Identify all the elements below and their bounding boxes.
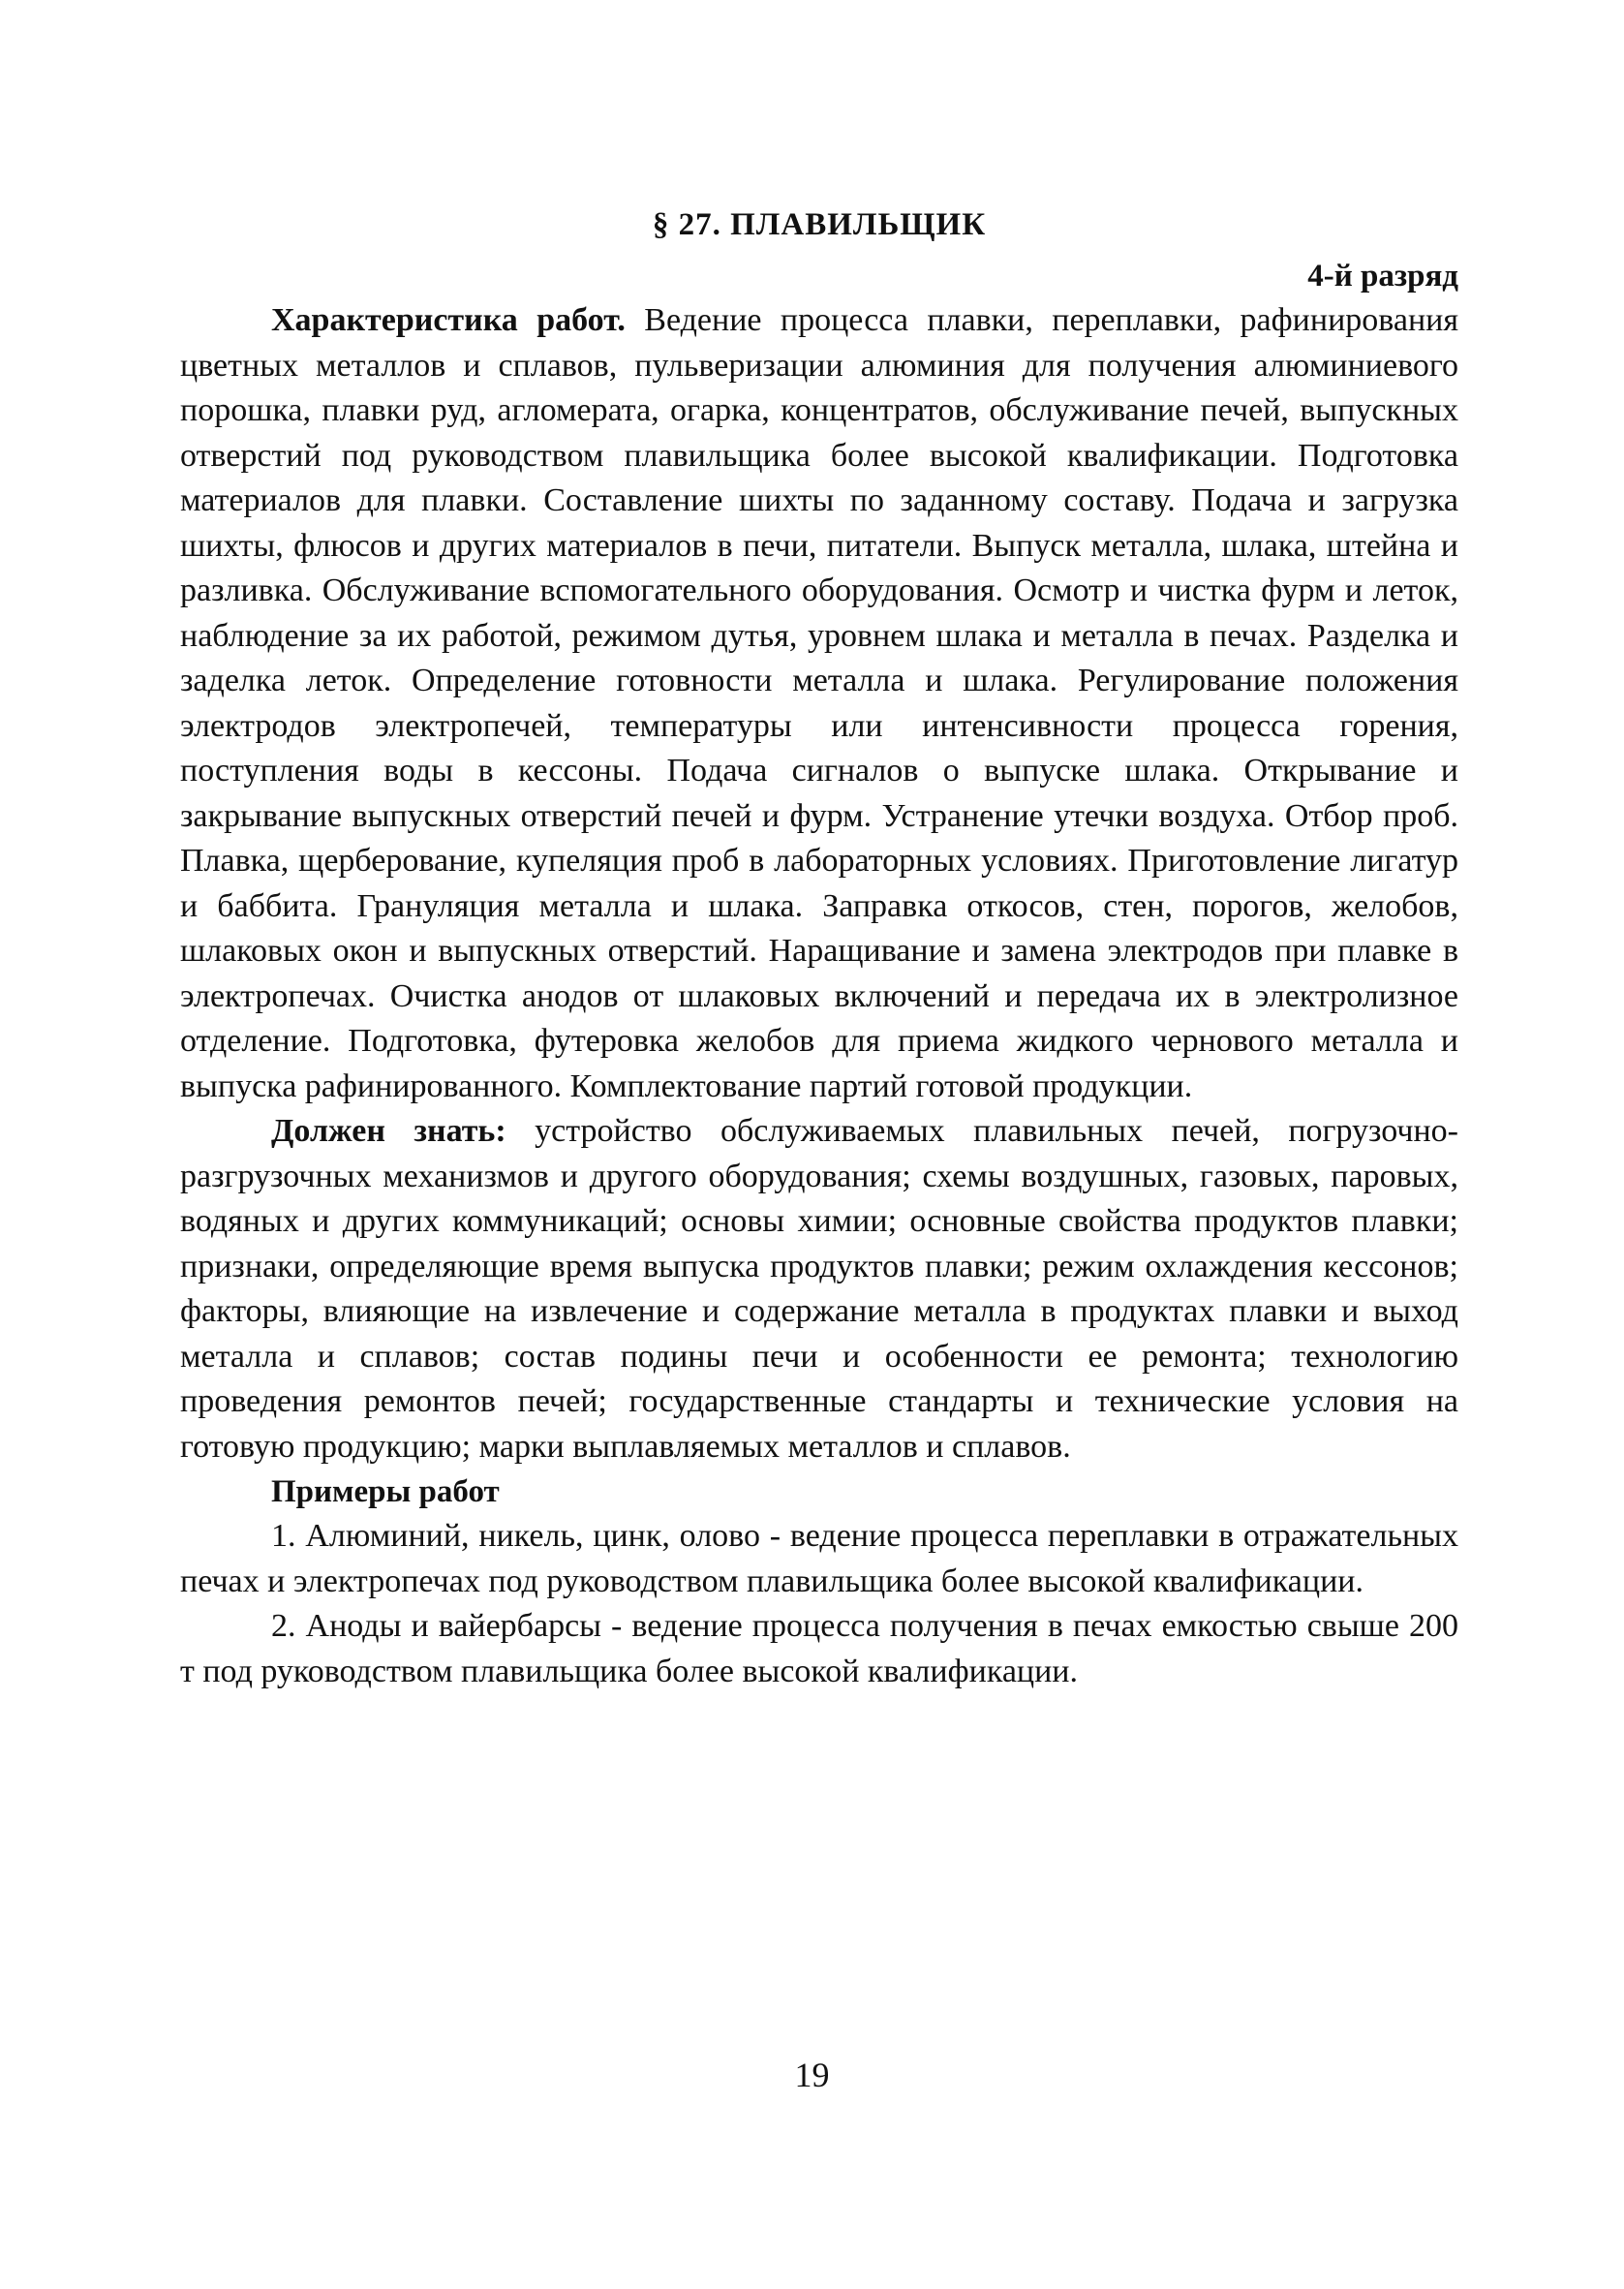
section-title: § 27. ПЛАВИЛЬЩИК <box>652 207 987 242</box>
knowledge-paragraph <box>180 1109 1458 1469</box>
characteristics-label: Характеристика работ. <box>271 302 626 338</box>
example-item: 2. Аноды и вайербарсы - ведение процесса получения в печах емкостью свыше 200 т под руководством плавильщика более высокой квалификации. <box>180 1608 1458 1689</box>
characteristics-paragraph <box>180 298 1458 1109</box>
document-page <box>180 203 1458 1694</box>
knowledge-text: устройство обслуживаемых плавильных печей, погрузочно-разгрузочных механизмов и другого оборудования; схемы воздушных, газовых, паровых, водяных и других коммуникаций; основы химии; основные свойства продуктов плавки; признаки, определяющие время выпуска продуктов плавки; режим охлаждения кессонов; факторы, влияющие на извлечение и содержание металла в продуктах плавки и выход металла и сплавов; состав подины печи и особенности ее ремонта; технологию проведения ремонтов печей; государственные стандарты и технические условия на готовую продукцию; марки выплавляемых металлов и сплавов. <box>180 1113 1459 1465</box>
rank-label: 4-й разряд <box>1307 259 1458 294</box>
page-number: 19 <box>794 2056 830 2094</box>
example-item: 1. Алюминий, никель, цинк, олово - ведение процесса переплавки в отражательных печах и электропечах под руководством плавильщика более высокой квалификации. <box>180 1518 1458 1599</box>
knowledge-label: Должен знать: <box>271 1113 506 1149</box>
characteristics-text: Ведение процесса плавки, переплавки, рафинирования цветных металлов и сплавов, пульверизации алюминия для получения алюминиевого порошка, плавки руд, агломерата, огарка, концентратов, обслуживание печей, выпускных отверстий под руководством плавильщика более высокой квалификации. Подготовка материалов для плавки. Составление шихты по заданному составу. Подача и загрузка шихты, флюсов и других материалов в печи, питатели. Выпуск металла, шлака, штейна и разливка. Обслуживание вспомогательного оборудования. Осмотр и чистка фурм и леток, наблюдение за их работой, режимом дутья, уровнем шлака и металла в печах. Разделка и заделка леток. Определение готовности металла и шлака. Регулирование положения электродов электропечей, температуры или интенсивности процесса горения, поступления воды в кессоны. Подача сигналов о выпуске шлака. Открывание и закрывание выпускных отверстий печей и фурм. Устранение утечки воздуха. Отбор проб. Плавка, щерберование, купеляция проб в лабораторных условиях. Приготовление лигатур и баббита. Грануляция металла и шлака. Заправка откосов, стен, порогов, желобов, шлаковых окон и выпускных отверстий. Наращивание и замена электродов при плавке в электропечах. Очистка анодов от шлаковых включений и передача их в электролизное отделение. Подготовка, футеровка желобов для приема жидкого чернового металла и выпуска рафинированного. Комплектование партий готовой продукции. <box>180 302 1458 1104</box>
examples-heading: Примеры работ <box>271 1474 500 1509</box>
